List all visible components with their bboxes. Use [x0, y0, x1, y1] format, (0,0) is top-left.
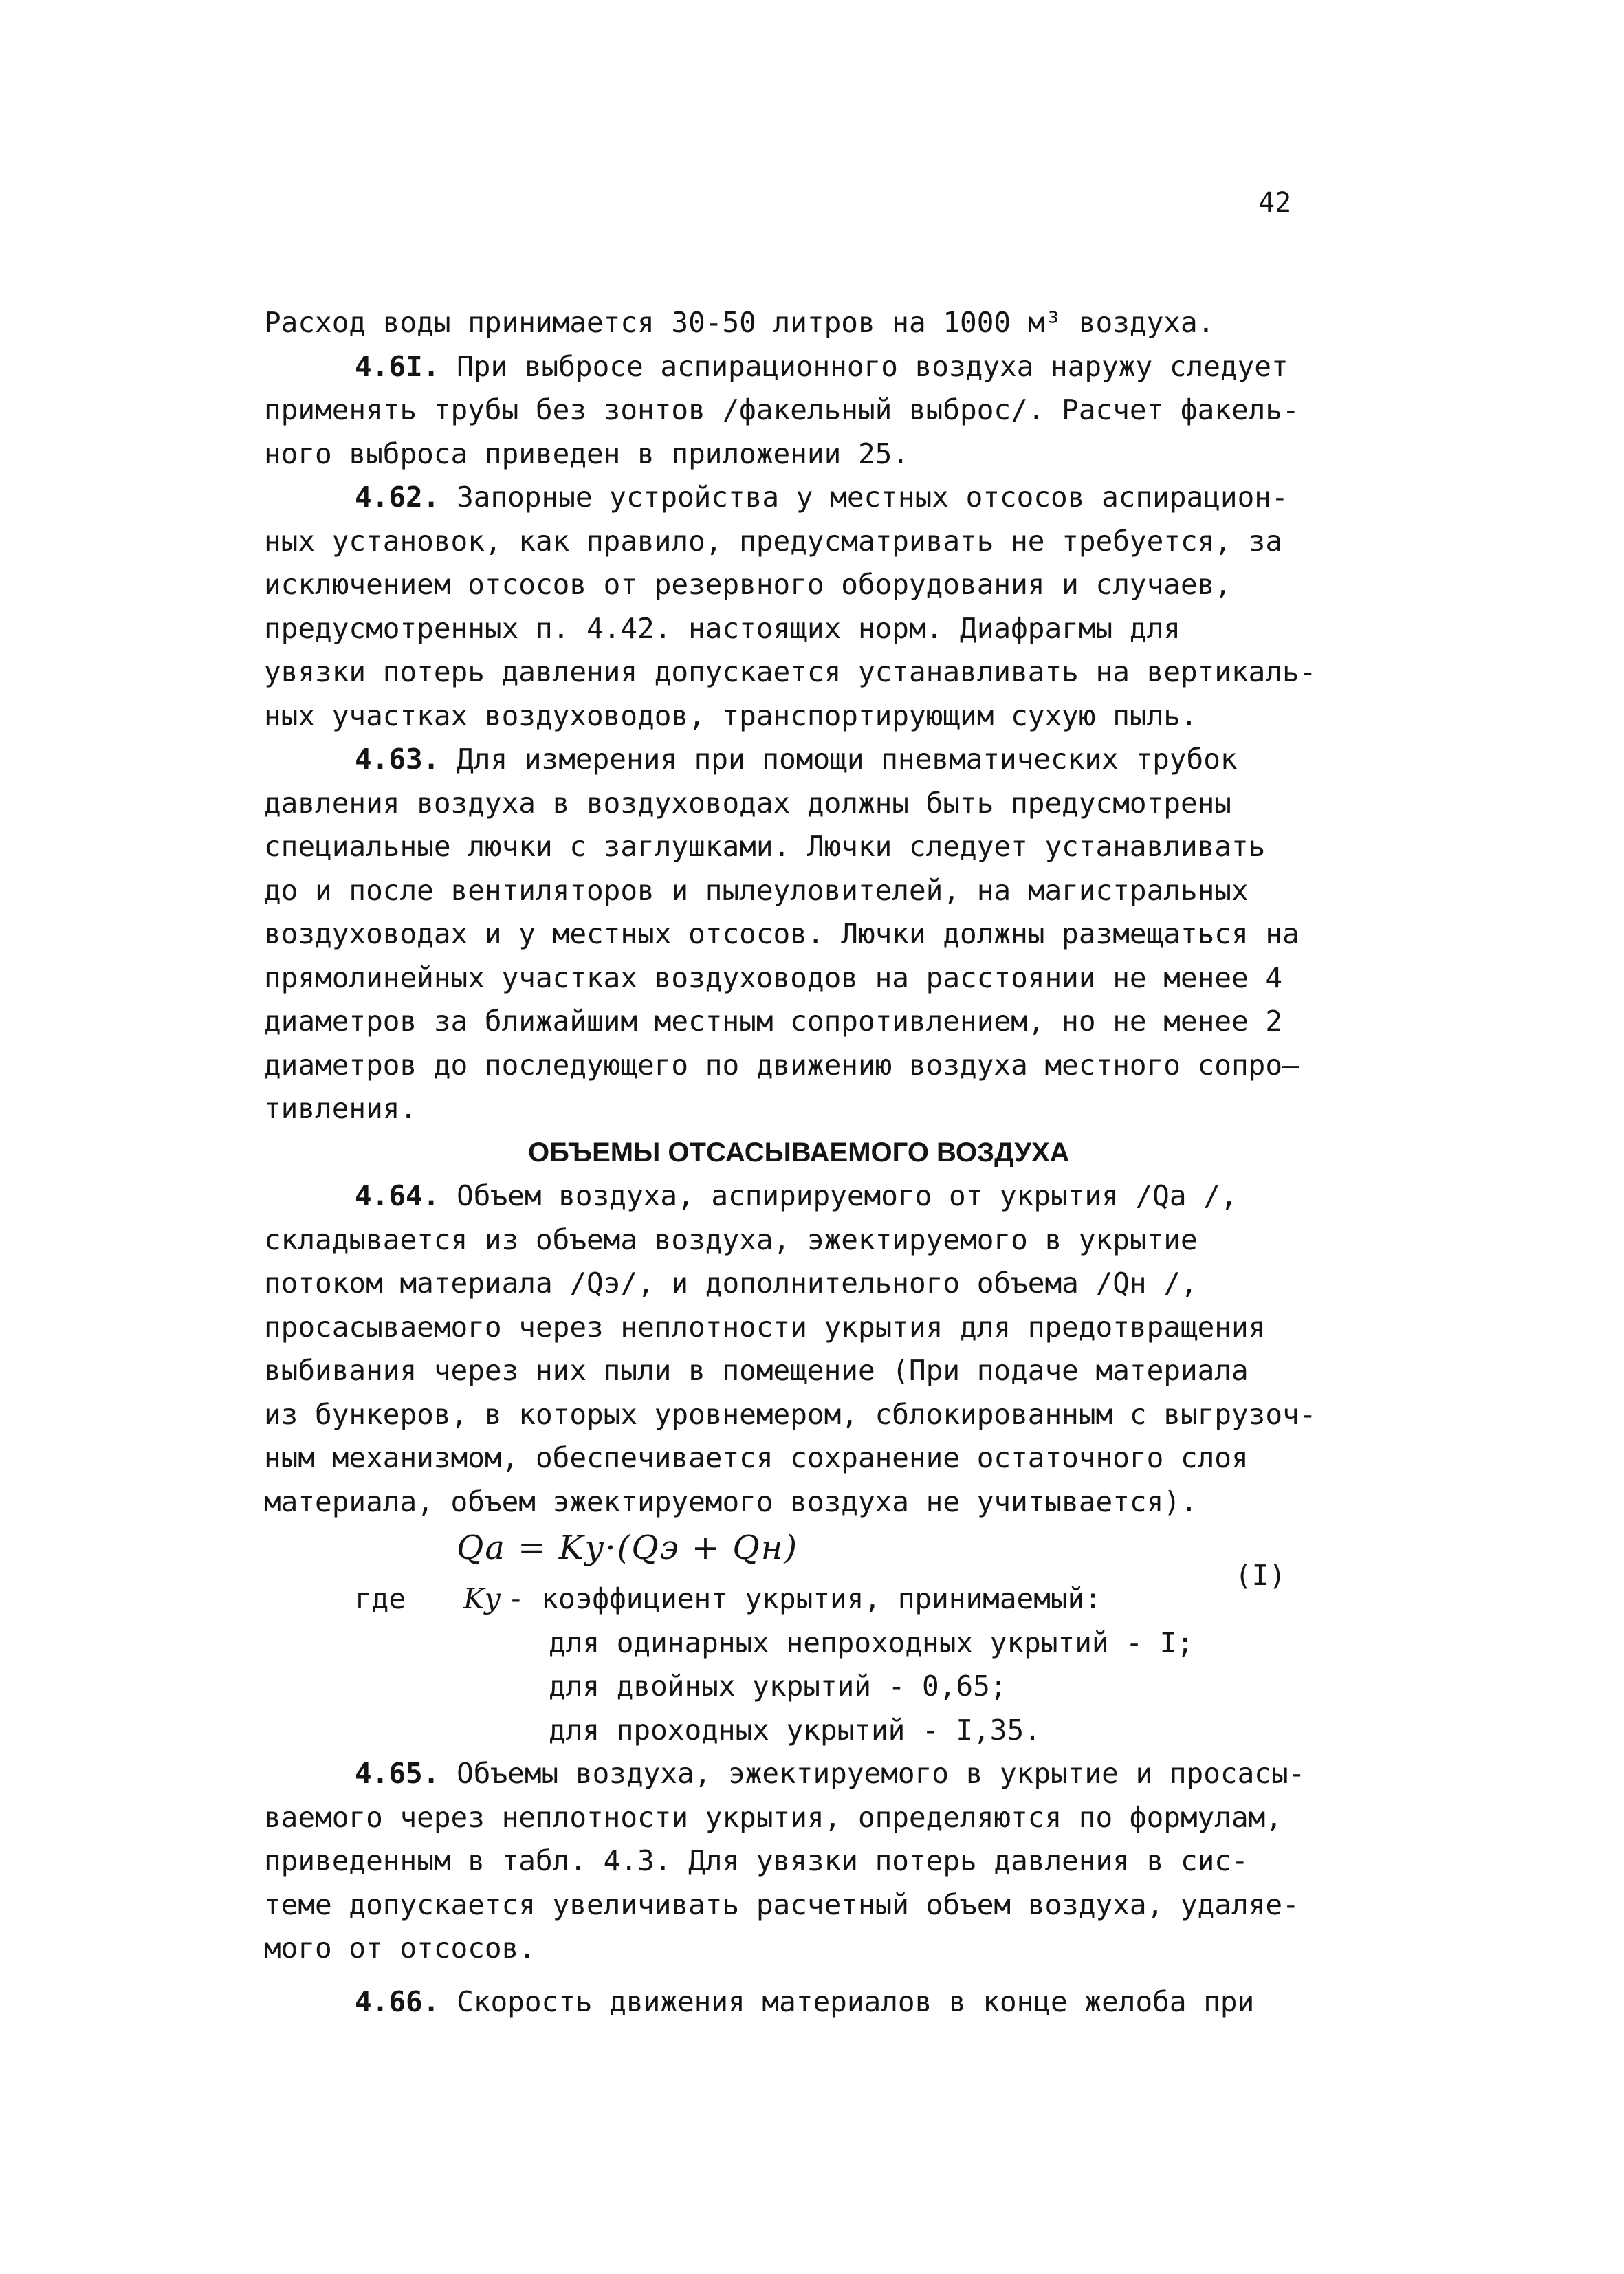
text-line: ваемого через неплотности укрытия, определяются по формулам,: [264, 1800, 1283, 1834]
clause-number: 4.66.: [355, 1985, 440, 2018]
text-line: исключением отсосов от резервного оборудования и случаев,: [264, 568, 1231, 601]
paragraph-4-64-line: [264, 1174, 1364, 1218]
text-line: до и после вентиляторов и пылеуловителей, на магистральных: [264, 873, 1249, 907]
clause-number: 4.62.: [355, 481, 440, 514]
text-line: потоком материала /Qэ/, и дополнительного объема /Qн /,: [264, 1267, 1198, 1300]
text-span: Для измерения при помощи пневматических трубок: [457, 743, 1238, 776]
formula-row: [264, 1524, 1364, 1592]
text-line: ного выброса приведен в приложении 25.: [264, 437, 909, 470]
text-span: Объем воздуха, аспирируемого от укрытия /Qа /,: [457, 1179, 1238, 1212]
text-line: просасываемого через неплотности укрытия для предотвращения: [264, 1310, 1266, 1344]
text-span: При выбросе аспирационного воздуха наружу следует: [457, 349, 1288, 383]
text-line: диаметров за ближайшим местным сопротивлением, но не менее 2: [264, 1005, 1283, 1038]
text-line: тивления.: [264, 1092, 417, 1125]
coefficient-item: для одинарных непроходных укрытий - I;: [549, 1626, 1194, 1659]
spacer: [264, 1971, 1364, 1980]
section-heading: ОБЪЕМЫ ОТСАСЫВАЕМОГО ВОЗДУХА: [528, 1137, 1070, 1168]
page-number: 42: [1258, 187, 1292, 219]
clause-number: 4.65.: [355, 1757, 440, 1790]
text-line: ным механизмом, обеспечивается сохранение остаточного слоя: [264, 1441, 1249, 1474]
text-line: прямолинейных участках воздуховодов на расстоянии не менее 4: [264, 961, 1283, 994]
text-line: воздуховодах и у местных отсосов. Лючки должны размещаться на: [264, 917, 1299, 950]
where-word: где: [355, 1582, 406, 1615]
document-body: [264, 301, 1364, 2024]
formula-number: (I): [1235, 1559, 1286, 1592]
text-line: складывается из объема воздуха, эжектируемого в укрытие: [264, 1223, 1198, 1256]
formula: Qа = Kу·(Qэ + Qн): [457, 1529, 799, 1567]
text-line: ных участках воздуховодов, транспортирующим сухую пыль.: [264, 699, 1198, 732]
coefficient-item: для двойных укрытий - 0,65;: [549, 1670, 1007, 1703]
where-symbol: Kу: [463, 1582, 501, 1615]
paragraph-4-65-line: [264, 1752, 1364, 1796]
coefficient-item: для проходных укрытий - I,35.: [549, 1713, 1041, 1747]
text-line: теме допускается увеличивать расчетный объем воздуха, удаляе-: [264, 1888, 1299, 1921]
text-span: Объемы воздуха, эжектируемого в укрытие и просасы-: [457, 1757, 1306, 1790]
text-line: предусмотренных п. 4.42. настоящих норм. Диафрагмы для: [264, 611, 1181, 645]
text-line: приведенным в табл. 4.3. Для увязки потерь давления в сис-: [264, 1844, 1249, 1877]
clause-number: 4.63.: [355, 743, 440, 776]
where-definition: - коэффициент укрытия, принимаемый:: [507, 1582, 1101, 1615]
clause-number: 4.64.: [355, 1179, 440, 1212]
text-span: Запорные устройства у местных отсосов аспирацион-: [457, 481, 1288, 514]
paragraph-4-62-line: [264, 476, 1364, 520]
clause-number: 4.6I.: [355, 349, 440, 383]
text-line: применять трубы без зонтов /факельный выброс/. Расчет факель-: [264, 393, 1299, 426]
text-line: выбивания через них пыли в помещение (При подаче материала: [264, 1354, 1249, 1387]
text-line: специальные лючки с заглушками. Лючки следует устанавливать: [264, 830, 1266, 863]
text-line: Расход воды принимается 30-50 литров на 1000 м³ воздуха.: [264, 306, 1215, 339]
text-line: ных установок, как правило, предусматривать не требуется, за: [264, 524, 1283, 558]
text-line: мого от отсосов.: [264, 1932, 536, 1965]
paragraph-4-66-line: [264, 1980, 1364, 2024]
text-span: Скорость движения материалов в конце желоба при: [457, 1985, 1255, 2018]
paragraph-4-63-line: [264, 738, 1364, 782]
text-line: увязки потерь давления допускается устанавливать на вертикаль-: [264, 655, 1317, 688]
where-row: [264, 1577, 1364, 1621]
text-line: давления воздуха в воздуховодах должны быть предусмотрены: [264, 786, 1231, 820]
text-line: из бункеров, в которых уровнемером, сблокированным с выгрузоч-: [264, 1397, 1317, 1431]
text-line: диаметров до последующего по движению воздуха местного сопро—: [264, 1048, 1299, 1082]
text-line: материала, объем эжектируемого воздуха не учитывается).: [264, 1485, 1198, 1518]
paragraph-4-61-line: [264, 345, 1364, 389]
